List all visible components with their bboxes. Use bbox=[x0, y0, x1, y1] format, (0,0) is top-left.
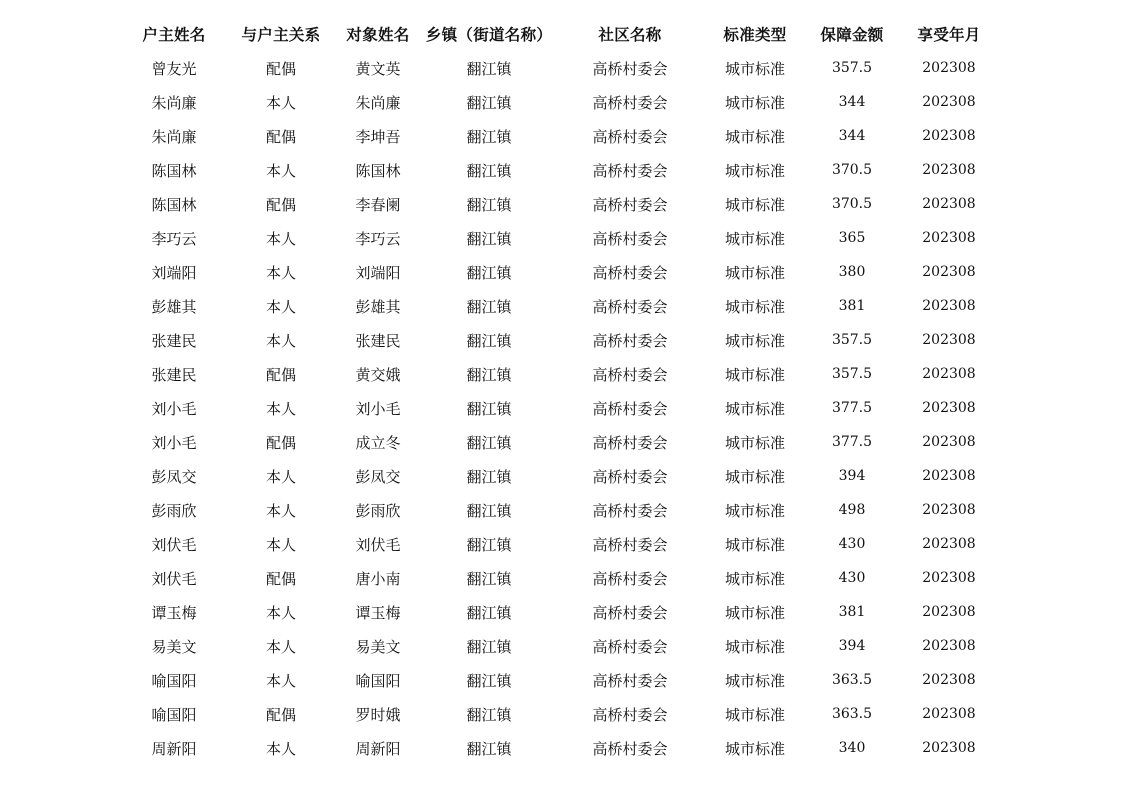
township-cell: 翻江镇 bbox=[466, 535, 512, 554]
standard-type-cell: 城市标准 bbox=[724, 263, 785, 282]
amount-cell: 363.5 bbox=[831, 672, 873, 688]
community-cell: 高桥村委会 bbox=[592, 705, 668, 724]
community-cell: 高桥村委会 bbox=[592, 433, 668, 452]
standard-type-cell: 城市标准 bbox=[724, 569, 785, 588]
table-row bbox=[119, 561, 999, 595]
period-cell: 202308 bbox=[922, 264, 976, 280]
amount-cell: 357.5 bbox=[831, 366, 873, 382]
township-cell: 翻江镇 bbox=[466, 569, 512, 588]
table-row bbox=[119, 51, 999, 85]
recipient-name-cell: 张建民 bbox=[355, 331, 401, 350]
table-row bbox=[119, 255, 999, 289]
amount-cell: 340 bbox=[838, 740, 866, 756]
township-cell: 翻江镇 bbox=[466, 501, 512, 520]
township-cell: 翻江镇 bbox=[466, 467, 512, 486]
relationship-cell: 本人 bbox=[265, 229, 296, 248]
period-cell: 202308 bbox=[922, 332, 976, 348]
community-cell: 高桥村委会 bbox=[592, 365, 668, 384]
householder-name-cell: 刘小毛 bbox=[151, 433, 197, 452]
table-row bbox=[119, 459, 999, 493]
amount-cell: 380 bbox=[838, 264, 866, 280]
recipient-name-cell: 谭玉梅 bbox=[355, 603, 401, 622]
community-cell: 高桥村委会 bbox=[592, 161, 668, 180]
householder-name-cell: 张建民 bbox=[151, 365, 197, 384]
standard-type-cell: 城市标准 bbox=[724, 467, 785, 486]
amount-cell: 381 bbox=[838, 604, 866, 620]
householder-name-cell: 谭玉梅 bbox=[151, 603, 197, 622]
township-cell: 翻江镇 bbox=[466, 127, 512, 146]
amount-cell: 377.5 bbox=[831, 434, 873, 450]
relationship-cell: 本人 bbox=[265, 297, 296, 316]
period-cell: 202308 bbox=[922, 638, 976, 654]
householder-name-cell: 陈国林 bbox=[151, 161, 197, 180]
standard-type-cell: 城市标准 bbox=[724, 195, 785, 214]
relationship-cell: 配偶 bbox=[265, 365, 296, 384]
relationship-cell: 本人 bbox=[265, 535, 296, 554]
township-cell: 翻江镇 bbox=[466, 603, 512, 622]
standard-type-cell: 城市标准 bbox=[724, 739, 785, 758]
standard-type-cell: 城市标准 bbox=[724, 331, 785, 350]
township-cell: 翻江镇 bbox=[466, 263, 512, 282]
relationship-cell: 配偶 bbox=[265, 705, 296, 724]
householder-name-cell: 喻国阳 bbox=[151, 671, 197, 690]
township-cell: 翻江镇 bbox=[466, 637, 512, 656]
period-cell: 202308 bbox=[922, 128, 976, 144]
relationship-cell: 本人 bbox=[265, 671, 296, 690]
householder-name-cell: 曾友光 bbox=[151, 59, 197, 78]
householder-name-cell: 易美文 bbox=[151, 637, 197, 656]
recipient-name-cell: 唐小南 bbox=[355, 569, 401, 588]
recipient-name-cell: 刘小毛 bbox=[355, 399, 401, 418]
period-cell: 202308 bbox=[922, 60, 976, 76]
period-cell: 202308 bbox=[922, 536, 976, 552]
header-relationship: 与户主关系 bbox=[241, 26, 321, 44]
township-cell: 翻江镇 bbox=[466, 229, 512, 248]
table-row bbox=[119, 731, 999, 765]
relationship-cell: 本人 bbox=[265, 263, 296, 282]
recipient-name-cell: 成立冬 bbox=[355, 433, 401, 452]
relationship-cell: 配偶 bbox=[265, 127, 296, 146]
relationship-cell: 本人 bbox=[265, 739, 296, 758]
period-cell: 202308 bbox=[922, 400, 976, 416]
period-cell: 202308 bbox=[922, 468, 976, 484]
amount-cell: 357.5 bbox=[831, 60, 873, 76]
relationship-cell: 本人 bbox=[265, 399, 296, 418]
header-period: 享受年月 bbox=[917, 26, 981, 44]
standard-type-cell: 城市标准 bbox=[724, 603, 785, 622]
period-cell: 202308 bbox=[922, 94, 976, 110]
period-cell: 202308 bbox=[922, 604, 976, 620]
amount-cell: 394 bbox=[838, 638, 866, 654]
amount-cell: 377.5 bbox=[831, 400, 873, 416]
community-cell: 高桥村委会 bbox=[592, 195, 668, 214]
period-cell: 202308 bbox=[922, 502, 976, 518]
standard-type-cell: 城市标准 bbox=[724, 127, 785, 146]
community-cell: 高桥村委会 bbox=[592, 297, 668, 316]
community-cell: 高桥村委会 bbox=[592, 603, 668, 622]
header-amount: 保障金额 bbox=[820, 26, 884, 44]
standard-type-cell: 城市标准 bbox=[724, 705, 785, 724]
period-cell: 202308 bbox=[922, 230, 976, 246]
relationship-cell: 本人 bbox=[265, 93, 296, 112]
recipient-name-cell: 彭雨欣 bbox=[355, 501, 401, 520]
community-cell: 高桥村委会 bbox=[592, 739, 668, 758]
standard-type-cell: 城市标准 bbox=[724, 93, 785, 112]
standard-type-cell: 城市标准 bbox=[724, 637, 785, 656]
table-row bbox=[119, 357, 999, 391]
community-cell: 高桥村委会 bbox=[592, 263, 668, 282]
householder-name-cell: 陈国林 bbox=[151, 195, 197, 214]
amount-cell: 381 bbox=[838, 298, 866, 314]
table-header bbox=[119, 17, 999, 51]
amount-cell: 498 bbox=[838, 502, 866, 518]
householder-name-cell: 彭凤交 bbox=[151, 467, 197, 486]
recipient-name-cell: 彭雄其 bbox=[355, 297, 401, 316]
period-cell: 202308 bbox=[922, 434, 976, 450]
relationship-cell: 本人 bbox=[265, 501, 296, 520]
period-cell: 202308 bbox=[922, 162, 976, 178]
table-body bbox=[119, 51, 999, 765]
township-cell: 翻江镇 bbox=[466, 161, 512, 180]
recipient-name-cell: 刘端阳 bbox=[355, 263, 401, 282]
recipient-name-cell: 李春阑 bbox=[355, 195, 401, 214]
township-cell: 翻江镇 bbox=[466, 93, 512, 112]
householder-name-cell: 刘伏毛 bbox=[151, 569, 197, 588]
amount-cell: 430 bbox=[838, 570, 866, 586]
period-cell: 202308 bbox=[922, 672, 976, 688]
householder-name-cell: 喻国阳 bbox=[151, 705, 197, 724]
header-standard-type: 标准类型 bbox=[723, 26, 787, 44]
standard-type-cell: 城市标准 bbox=[724, 433, 785, 452]
table-row bbox=[119, 221, 999, 255]
standard-type-cell: 城市标准 bbox=[724, 229, 785, 248]
relationship-cell: 本人 bbox=[265, 603, 296, 622]
relationship-cell: 配偶 bbox=[265, 59, 296, 78]
township-cell: 翻江镇 bbox=[466, 399, 512, 418]
relationship-cell: 本人 bbox=[265, 637, 296, 656]
table-row bbox=[119, 85, 999, 119]
community-cell: 高桥村委会 bbox=[592, 671, 668, 690]
township-cell: 翻江镇 bbox=[466, 195, 512, 214]
period-cell: 202308 bbox=[922, 706, 976, 722]
recipient-name-cell: 周新阳 bbox=[355, 739, 401, 758]
table-row bbox=[119, 153, 999, 187]
township-cell: 翻江镇 bbox=[466, 705, 512, 724]
community-cell: 高桥村委会 bbox=[592, 569, 668, 588]
standard-type-cell: 城市标准 bbox=[724, 399, 785, 418]
table-row bbox=[119, 425, 999, 459]
table-row bbox=[119, 697, 999, 731]
relationship-cell: 本人 bbox=[265, 161, 296, 180]
header-township: 乡镇（街道名称） bbox=[425, 26, 553, 44]
table-row bbox=[119, 323, 999, 357]
table-row bbox=[119, 493, 999, 527]
relationship-cell: 配偶 bbox=[265, 569, 296, 588]
amount-cell: 430 bbox=[838, 536, 866, 552]
period-cell: 202308 bbox=[922, 298, 976, 314]
standard-type-cell: 城市标准 bbox=[724, 59, 785, 78]
standard-type-cell: 城市标准 bbox=[724, 365, 785, 384]
amount-cell: 370.5 bbox=[831, 162, 873, 178]
amount-cell: 370.5 bbox=[831, 196, 873, 212]
recipient-name-cell: 李巧云 bbox=[355, 229, 401, 248]
relationship-cell: 配偶 bbox=[265, 195, 296, 214]
householder-name-cell: 刘小毛 bbox=[151, 399, 197, 418]
community-cell: 高桥村委会 bbox=[592, 637, 668, 656]
standard-type-cell: 城市标准 bbox=[724, 297, 785, 316]
relationship-cell: 本人 bbox=[265, 467, 296, 486]
township-cell: 翻江镇 bbox=[466, 331, 512, 350]
recipient-name-cell: 罗时娥 bbox=[355, 705, 401, 724]
table-row bbox=[119, 119, 999, 153]
header-householder-name: 户主姓名 bbox=[142, 26, 206, 44]
recipient-name-cell: 朱尚廉 bbox=[355, 93, 401, 112]
table-row bbox=[119, 187, 999, 221]
header-row bbox=[119, 17, 999, 51]
header-recipient-name: 对象姓名 bbox=[346, 26, 410, 44]
table-row bbox=[119, 527, 999, 561]
amount-cell: 363.5 bbox=[831, 706, 873, 722]
recipient-name-cell: 刘伏毛 bbox=[355, 535, 401, 554]
township-cell: 翻江镇 bbox=[466, 297, 512, 316]
householder-name-cell: 张建民 bbox=[151, 331, 197, 350]
community-cell: 高桥村委会 bbox=[592, 535, 668, 554]
community-cell: 高桥村委会 bbox=[592, 331, 668, 350]
householder-name-cell: 彭雨欣 bbox=[151, 501, 197, 520]
period-cell: 202308 bbox=[922, 196, 976, 212]
recipient-name-cell: 李坤吾 bbox=[355, 127, 401, 146]
householder-name-cell: 刘端阳 bbox=[151, 263, 197, 282]
amount-cell: 357.5 bbox=[831, 332, 873, 348]
township-cell: 翻江镇 bbox=[466, 59, 512, 78]
amount-cell: 365 bbox=[838, 230, 866, 246]
community-cell: 高桥村委会 bbox=[592, 467, 668, 486]
relationship-cell: 本人 bbox=[265, 331, 296, 350]
amount-cell: 394 bbox=[838, 468, 866, 484]
community-cell: 高桥村委会 bbox=[592, 501, 668, 520]
recipient-name-cell: 易美文 bbox=[355, 637, 401, 656]
community-cell: 高桥村委会 bbox=[592, 59, 668, 78]
standard-type-cell: 城市标准 bbox=[724, 535, 785, 554]
community-cell: 高桥村委会 bbox=[592, 399, 668, 418]
township-cell: 翻江镇 bbox=[466, 739, 512, 758]
recipient-name-cell: 喻国阳 bbox=[355, 671, 401, 690]
householder-name-cell: 李巧云 bbox=[151, 229, 197, 248]
table-row bbox=[119, 595, 999, 629]
township-cell: 翻江镇 bbox=[466, 365, 512, 384]
table-row bbox=[119, 629, 999, 663]
householder-name-cell: 朱尚廉 bbox=[151, 93, 197, 112]
standard-type-cell: 城市标准 bbox=[724, 161, 785, 180]
amount-cell: 344 bbox=[838, 128, 866, 144]
township-cell: 翻江镇 bbox=[466, 433, 512, 452]
benefit-roster-table bbox=[119, 17, 999, 765]
householder-name-cell: 周新阳 bbox=[151, 739, 197, 758]
amount-cell: 344 bbox=[838, 94, 866, 110]
period-cell: 202308 bbox=[922, 570, 976, 586]
period-cell: 202308 bbox=[922, 366, 976, 382]
standard-type-cell: 城市标准 bbox=[724, 501, 785, 520]
township-cell: 翻江镇 bbox=[466, 671, 512, 690]
householder-name-cell: 刘伏毛 bbox=[151, 535, 197, 554]
relationship-cell: 配偶 bbox=[265, 433, 296, 452]
table-row bbox=[119, 289, 999, 323]
community-cell: 高桥村委会 bbox=[592, 93, 668, 112]
householder-name-cell: 彭雄其 bbox=[151, 297, 197, 316]
recipient-name-cell: 黄文英 bbox=[355, 59, 401, 78]
table-row bbox=[119, 391, 999, 425]
standard-type-cell: 城市标准 bbox=[724, 671, 785, 690]
community-cell: 高桥村委会 bbox=[592, 229, 668, 248]
header-community: 社区名称 bbox=[598, 26, 662, 44]
table-row bbox=[119, 663, 999, 697]
recipient-name-cell: 陈国林 bbox=[355, 161, 401, 180]
community-cell: 高桥村委会 bbox=[592, 127, 668, 146]
recipient-name-cell: 黄交娥 bbox=[355, 365, 401, 384]
recipient-name-cell: 彭凤交 bbox=[355, 467, 401, 486]
householder-name-cell: 朱尚廉 bbox=[151, 127, 197, 146]
period-cell: 202308 bbox=[922, 740, 976, 756]
